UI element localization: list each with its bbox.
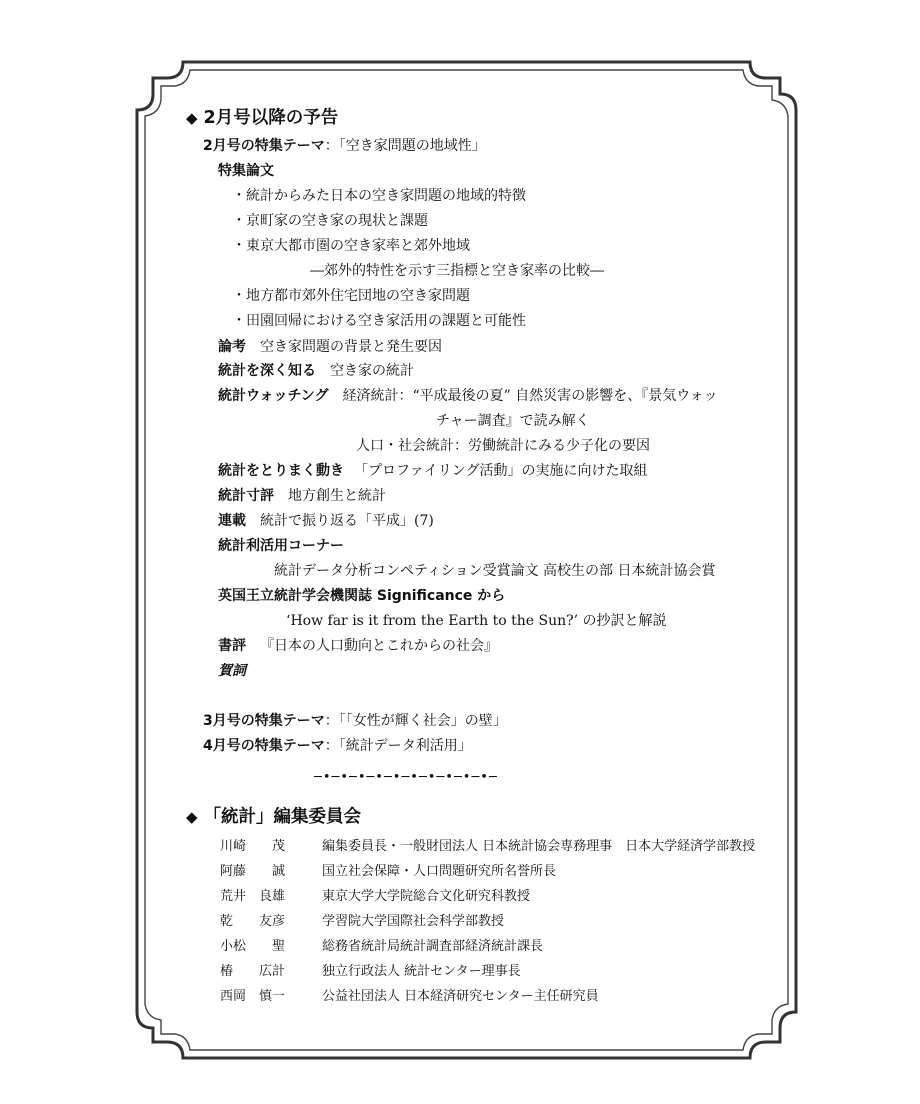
article-item: ・京町家の空き家の現状と課題: [232, 213, 428, 229]
article-subtitle: ―郊外的特性を示す三指標と空き家率の比較―: [310, 263, 604, 279]
member-role: 公益社団法人 日本経済研究センター主任研究員: [322, 989, 599, 1004]
article-item: ・地方都市郊外住宅団地の空き家問題: [232, 288, 470, 304]
rss-text: ‘How far is it from the Earth to the Sun?’ の抄訳と解説: [286, 613, 667, 629]
member-role: 総務省統計局統計調査部経済統計課長: [322, 939, 544, 954]
diamond-bullet-icon: ◆: [186, 808, 198, 826]
watching-line-3: 人口・社会統計：労働統計にみる少子化の要因: [356, 438, 650, 454]
ronko-line: 論考 空き家問題の背景と発生要因: [218, 339, 442, 355]
member-name: 西岡 慎一: [220, 989, 286, 1004]
preview-heading: ◆ 2月号以降の予告: [186, 108, 339, 128]
watching-line-2: チャー調査』で読み解く: [436, 413, 590, 429]
member-name: 小松 聖: [220, 939, 286, 954]
member-role: 国立社会保障・人口問題研究所名誉所長: [322, 864, 557, 879]
shohyo-line: 書評 『日本の人口動向とこれからの社会』: [218, 638, 498, 654]
dotted-separator: ─•─•─•─•─•─•─•─•─•─•─: [314, 770, 498, 785]
member-name: 川崎 茂: [220, 839, 286, 854]
apr-theme-line: 4月号の特集テーマ：「統計データ利活用」: [203, 738, 472, 754]
mar-theme-line: 3月号の特集テーマ：「「女性が輝く社会」の壁」: [203, 713, 507, 729]
feb-theme-line: 2月号の特集テーマ：「空き家問題の地域性」: [203, 138, 486, 154]
member-name: 阿藤 誠: [220, 864, 286, 879]
katsuyo-text: 統計データ分析コンペティション受賞論文 高校生の部 日本統計協会賞: [274, 563, 716, 579]
diamond-bullet-icon: ◆: [186, 109, 198, 127]
committee-heading: ◆ 「統計」編集委員会: [186, 807, 362, 827]
tokushu-ronbun-label: 特集論文: [218, 163, 274, 179]
fukaku-line: 統計を深く知る 空き家の統計: [218, 363, 414, 379]
member-role: 東京大学大学院総合文化研究科教授: [322, 889, 531, 904]
rensai-line: 連載 統計で振り返る「平成」(7): [218, 513, 434, 529]
sunpyo-line: 統計寸評 地方創生と統計: [218, 488, 386, 504]
member-role: 編集委員長・一般財団法人 日本統計協会専務理事 日本大学経済学部教授: [322, 839, 756, 854]
member-role: 学習院大学国際社会科学部教授: [322, 914, 505, 929]
article-item: ・統計からみた日本の空き家問題の地域的特徴: [232, 188, 526, 204]
article-item: ・東京大都市圏の空き家率と郊外地域: [232, 238, 470, 254]
katsuyo-label: 統計利活用コーナー: [218, 538, 344, 554]
member-role: 独立行政法人 統計センター理事長: [322, 964, 521, 979]
rss-label: 英国王立統計学会機関誌 Significance から: [218, 588, 506, 604]
member-name: 荒井 良雄: [220, 889, 286, 904]
watching-line: 統計ウォッチング 経済統計：“平成最後の夏” 自然災害の影響を、『景気ウォッ: [218, 388, 718, 404]
member-name: 乾 友彦: [220, 914, 286, 929]
member-name: 椿 広計: [220, 964, 286, 979]
article-item: ・田園回帰における空き家活用の課題と可能性: [232, 313, 526, 329]
torimaku-line: 統計をとりまく動き 「プロファイリング活動」の実施に向けた取組: [218, 463, 648, 479]
greeting: 賀詞: [218, 663, 246, 679]
